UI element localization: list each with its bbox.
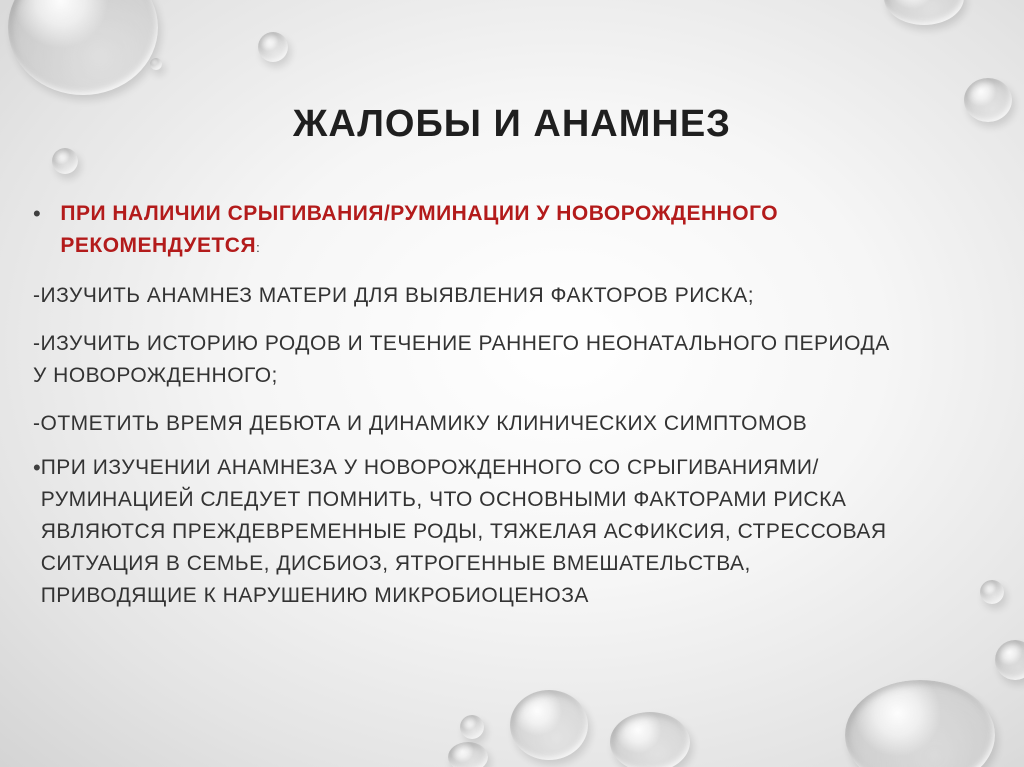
water-drop-decoration (845, 680, 995, 767)
water-drop-decoration (8, 0, 158, 95)
bullet-item (33, 198, 903, 264)
highlighted-recommendation: ПРИ НАЛИЧИИ СРЫГИВАНИЯ/РУМИНАЦИИ У НОВОРОЖДЕННОГО РЕКОМЕНДУЕТСЯ (60, 202, 779, 257)
water-drop-decoration (258, 32, 288, 62)
bullet-item (33, 452, 903, 612)
water-drop-decoration (150, 58, 162, 70)
water-drop-decoration (980, 580, 1004, 604)
water-drop-decoration (610, 712, 690, 767)
water-drop-decoration (52, 148, 78, 174)
water-drop-decoration (460, 715, 484, 739)
recommendation-item-1: -ИЗУЧИТЬ АНАМНЕЗ МАТЕРИ ДЛЯ ВЫЯВЛЕНИЯ ФАКТОРОВ РИСКА; (33, 284, 755, 307)
water-drop-decoration (884, 0, 964, 25)
bullet-marker: • (33, 455, 41, 480)
colon-suffix: : (256, 240, 261, 255)
bullet-text: ПРИ ИЗУЧЕНИИ АНАМНЕЗА У НОВОРОЖДЕННОГО СО СРЫГИВАНИЯМИ/РУМИНАЦИЕЙ СЛЕДУЕТ ПОМНИТЬ, ЧТО ОСНОВНЫМИ ФАКТОРАМИ РИСКА ЯВЛЯЮТСЯ ПРЕЖДЕВРЕМЕННЫЕ РОДЫ, ТЯЖЕЛАЯ АСФИКСИЯ, СТРЕССОВАЯ СИТУАЦИЯ В СЕМЬЕ, ДИСБИОЗ, ЯТРОГЕННЫЕ ВМЕШАТЕЛЬСТВА, ПРИВОДЯЩИЕ К НАРУШЕНИЮ МИКРОБИОЦЕНОЗА (40, 456, 887, 607)
recommendation-item-2: -ИЗУЧИТЬ ИСТОРИЮ РОДОВ И ТЕЧЕНИЕ РАННЕГО НЕОНАТАЛЬНОГО ПЕРИОДА У НОВОРОЖДЕННОГО; (33, 332, 890, 387)
slide-title: ЖАЛОБЫ И АНАМНЕЗ (293, 103, 731, 145)
water-drop-decoration (995, 640, 1024, 680)
bullet-text (60, 198, 903, 264)
water-drop-decoration (448, 742, 488, 767)
slide-body (33, 198, 903, 612)
water-drop-decoration (510, 690, 588, 760)
recommendation-item-3: -ОТМЕТИТЬ ВРЕМЯ ДЕБЮТА И ДИНАМИКУ КЛИНИЧЕСКИХ СИМПТОМОВ (33, 412, 808, 435)
bullet-marker: • (33, 201, 41, 226)
